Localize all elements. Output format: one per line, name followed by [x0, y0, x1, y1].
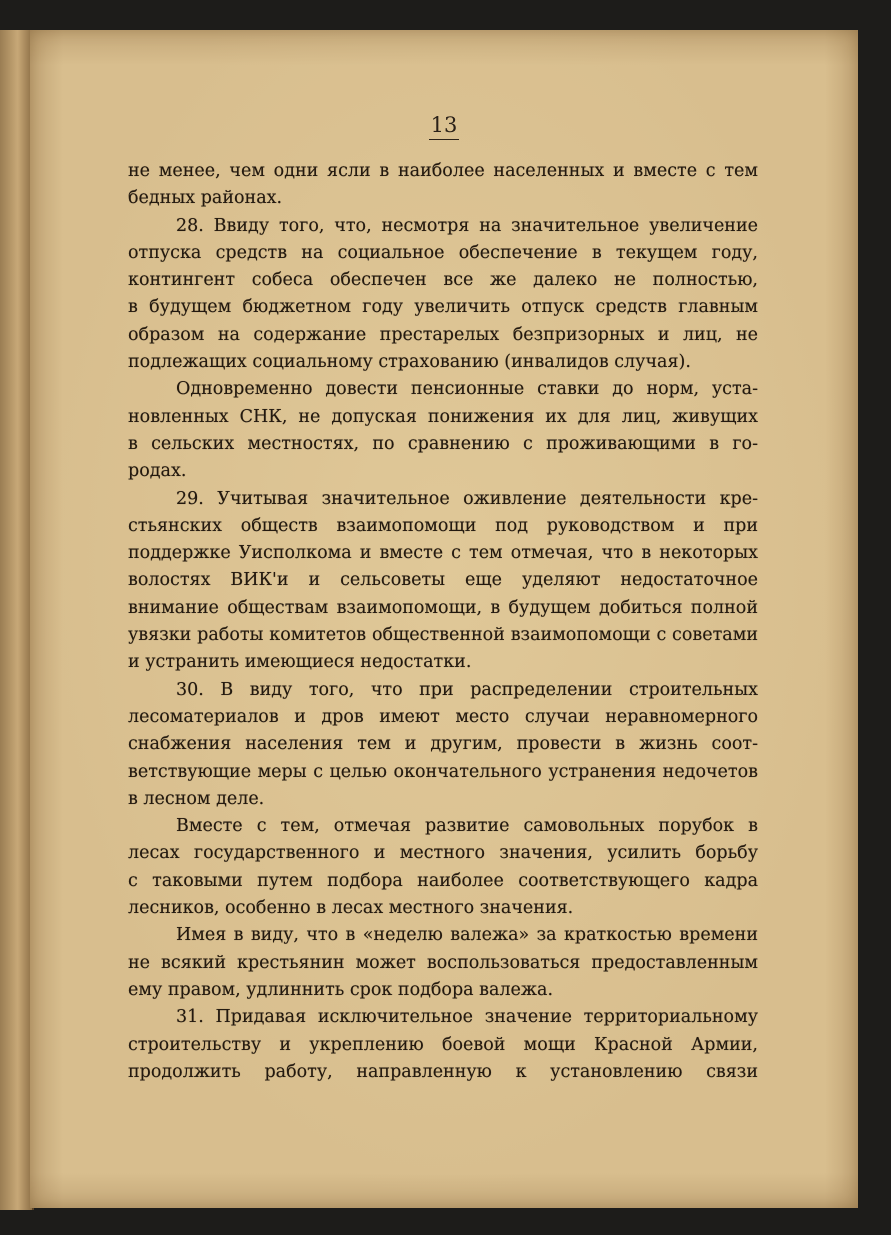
- text-line: Одновременно довести пенсионные ставки до норм, уста-: [176, 379, 758, 400]
- previous-page-edge: [0, 30, 34, 1210]
- paragraph-pensions: [128, 376, 758, 485]
- text-line: волостях ВИК'и и сельсоветы еще уделяют недостаточное: [128, 570, 758, 591]
- text-line: контингент собеса обеспечен все же далеко не полностью,: [128, 270, 758, 291]
- paragraph-item-29: [128, 486, 758, 677]
- text-line: лесников, особенно в лесах местного значения.: [128, 898, 574, 919]
- text-line: в сельских местностях, по сравнению с проживающими в го-: [128, 433, 758, 454]
- text-line: ветствующие меры с целью окончательного устранения недочетов: [128, 761, 758, 782]
- text-line: 31. Придавая исключительное значение территориальному: [176, 1007, 758, 1028]
- text-line: Имея в виду, что в «неделю валежа» за краткостью времени: [176, 925, 758, 946]
- paragraph-continuation: [128, 158, 758, 213]
- paragraph-deadwood-week: [128, 922, 758, 1004]
- paragraph-item-30: [128, 677, 758, 813]
- text-line: внимание обществам взаимопомощи, в будущем добиться полной: [128, 597, 758, 618]
- text-line: с таковыми путем подбора наиболее соответствующего кадра: [128, 870, 758, 891]
- book-page: [30, 30, 858, 1208]
- text-line: строительству и укреплению боевой мощи Красной Армии,: [128, 1034, 758, 1055]
- text-line: поддержке Уисполкома и вместе с тем отмечая, что в некоторых: [128, 543, 758, 564]
- text-line: новленных СНК, не допуская понижения их для лиц, живущих: [128, 406, 758, 427]
- text-line: 30. В виду того, что при распределении строительных: [176, 679, 758, 700]
- page-number: [30, 113, 858, 137]
- text-line: продолжить работу, направленную к установлению связи: [128, 1061, 758, 1082]
- text-line: не менее, чем одни ясли в наиболее населенных и вместе с тем: [128, 161, 758, 181]
- text-line: лесах государственного и местного значения, усилить борьбу: [128, 843, 758, 864]
- paragraph-forest-felling: [128, 813, 758, 922]
- paragraph-item-28: [128, 213, 758, 377]
- text-line: в лесном деле.: [128, 788, 265, 809]
- text-line: в будущем бюджетном году увеличить отпуск средств главным: [128, 297, 758, 318]
- page-number-text: 13: [429, 113, 460, 140]
- text-line: 29. Учитывая значительное оживление деятельности кре-: [176, 488, 758, 509]
- text-line: бедных районах.: [128, 188, 283, 209]
- text-line: увязки работы комитетов общественной взаимопомощи с советами: [128, 625, 758, 646]
- text-line: снабжения населения тем и другим, провести в жизнь соот-: [128, 734, 758, 755]
- text-line: ему правом, удлиннить срок подбора валежа.: [128, 979, 554, 1000]
- text-line: отпуска средств на социальное обеспечение в текущем году,: [128, 242, 758, 263]
- text-line: Вместе с тем, отмечая развитие самовольных порубок в: [176, 816, 758, 837]
- text-line: подлежащих социальному страхованию (инвалидов случая).: [128, 352, 691, 373]
- text-line: лесоматериалов и дров имеют место случаи неравномерного: [128, 706, 758, 727]
- text-line: и устранить имеющиеся недостатки.: [128, 652, 472, 673]
- text-line: образом на содержание престарелых безпризорных и лиц, не: [128, 324, 758, 345]
- text-line: 28. Ввиду того, что, несмотря на значительное увеличение: [176, 215, 758, 236]
- text-line: родах.: [128, 461, 187, 482]
- body-text: [128, 158, 758, 1086]
- text-line: стьянских обществ взаимопомощи под руководством и при: [128, 515, 758, 536]
- paragraph-item-31: [128, 1004, 758, 1086]
- text-line: не всякий крестьянин может воспользоваться предоставленным: [128, 952, 758, 973]
